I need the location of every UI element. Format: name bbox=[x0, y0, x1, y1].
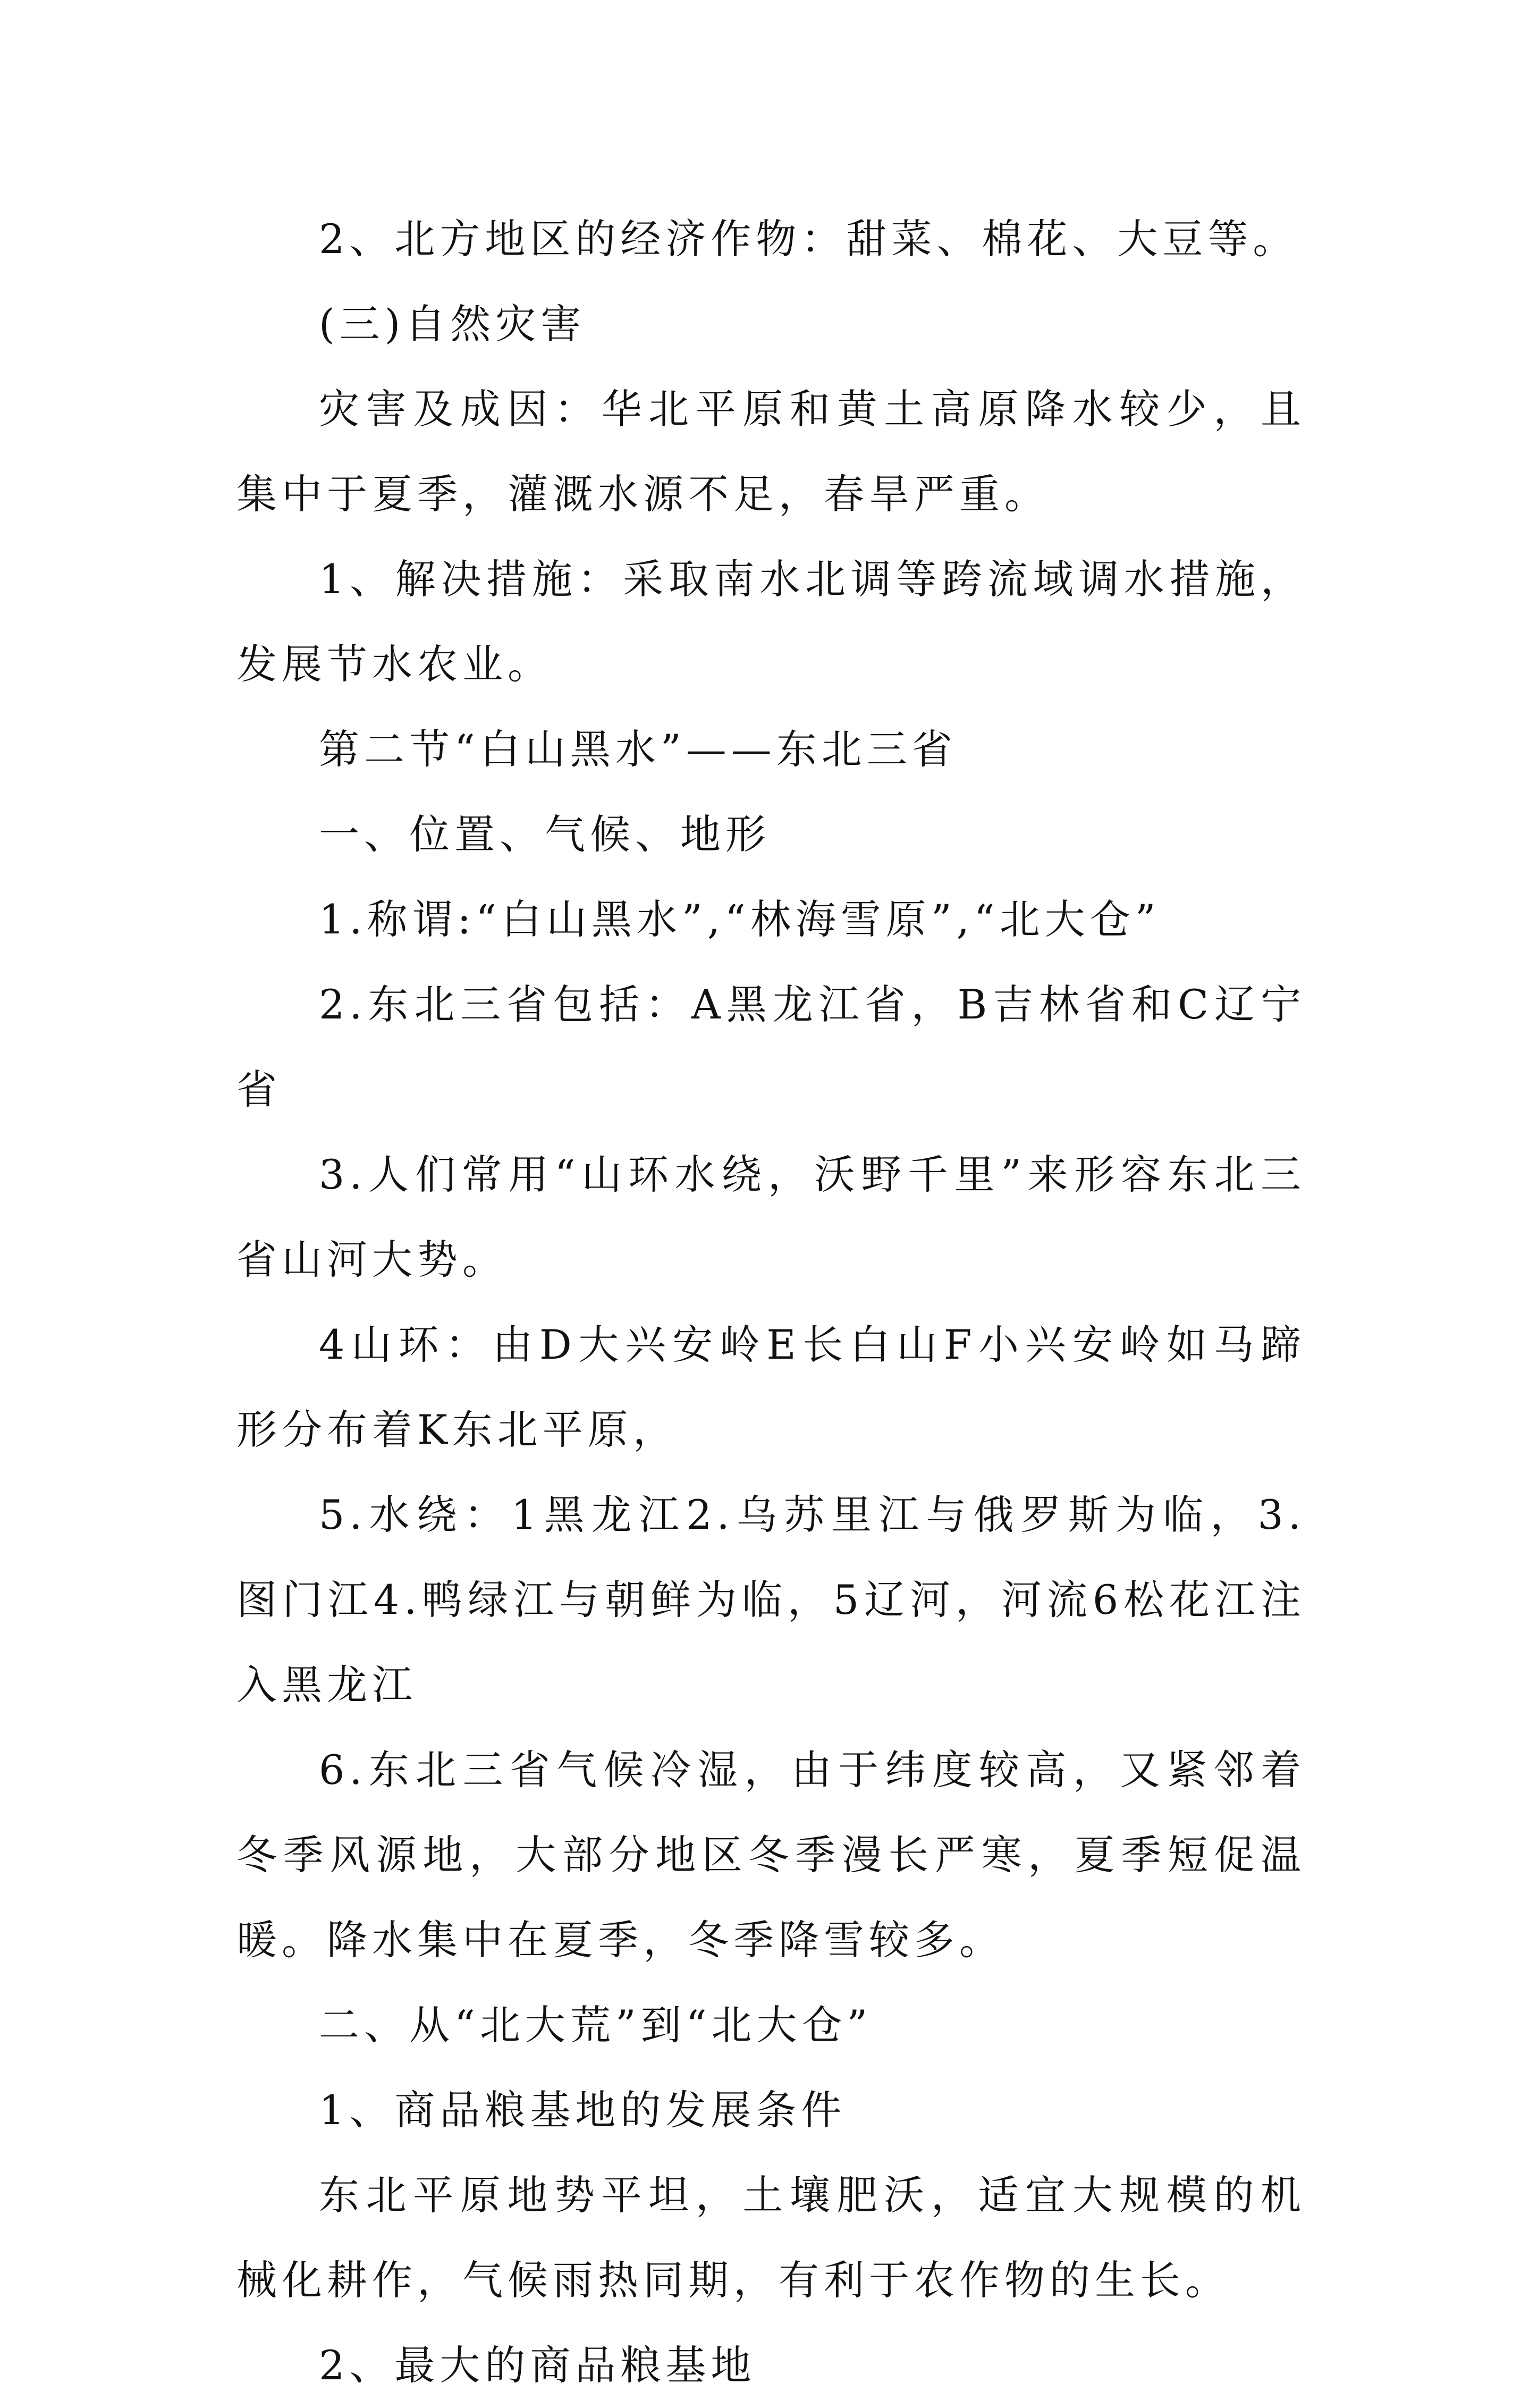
paragraph-mountains-rivers: 3.人们常用“山环水绕，沃野千里”来形容东北三省山河大势。 bbox=[236, 1151, 1306, 1283]
paragraph-provinces: 2.东北三省包括：A黑龙江省，B吉林省和C辽宁省 bbox=[236, 981, 1306, 1113]
paragraph-nicknames: 1.称谓:“白山黑水”,“林海雪原”,“北大仓” bbox=[319, 896, 1161, 943]
paragraph-climate: 6.东北三省气候冷湿，由于纬度较高，又紧邻着冬季风源地，大部分地区冬季漫长严寒，夏季短促温暖。降水集中在夏季，冬季降雪较多。 bbox=[236, 1746, 1306, 1964]
heading-grain-base-conditions: 1、商品粮基地的发展条件 bbox=[319, 2086, 847, 2134]
paragraph-solutions: 1、解决措施：采取南水北调等跨流域调水措施，发展节水农业。 bbox=[236, 555, 1306, 688]
heading-wasteland-to-granary: 二、从“北大荒”到“北大仓” bbox=[319, 2001, 873, 2049]
paragraph-mountain-ring: 4山环：由D大兴安岭E长白山F小兴安岭如马蹄形分布着K东北平原， bbox=[236, 1321, 1306, 1453]
paragraph-river-surround: 5.水绕：1黑龙江2.乌苏里江与俄罗斯为临，3.图门江4.鸭绿江与朝鲜为临，5辽河，河流6松花江注入黑龙江 bbox=[236, 1491, 1306, 1708]
heading-natural-disasters: (三)自然灾害 bbox=[319, 300, 586, 348]
heading-largest-grain-base: 2、最大的商品粮基地 bbox=[319, 2342, 756, 2389]
paragraph-plain-conditions: 东北平原地势平坦，土壤肥沃，适宜大规模的机械化耕作，气候雨热同期，有利于农作物的生长。 bbox=[236, 2171, 1306, 2304]
paragraph-economic-crops: 2、北方地区的经济作物：甜菜、棉花、大豆等。 bbox=[319, 215, 1298, 263]
paragraph-disaster-causes: 灾害及成因：华北平原和黄土高原降水较少，且集中于夏季，灌溉水源不足，春旱严重。 bbox=[236, 385, 1306, 518]
document-body bbox=[236, 197, 1306, 2408]
heading-section-two: 第二节“白山黑水”——东北三省 bbox=[319, 726, 957, 773]
heading-location-climate-terrain: 一、位置、气候、地形 bbox=[319, 811, 771, 858]
